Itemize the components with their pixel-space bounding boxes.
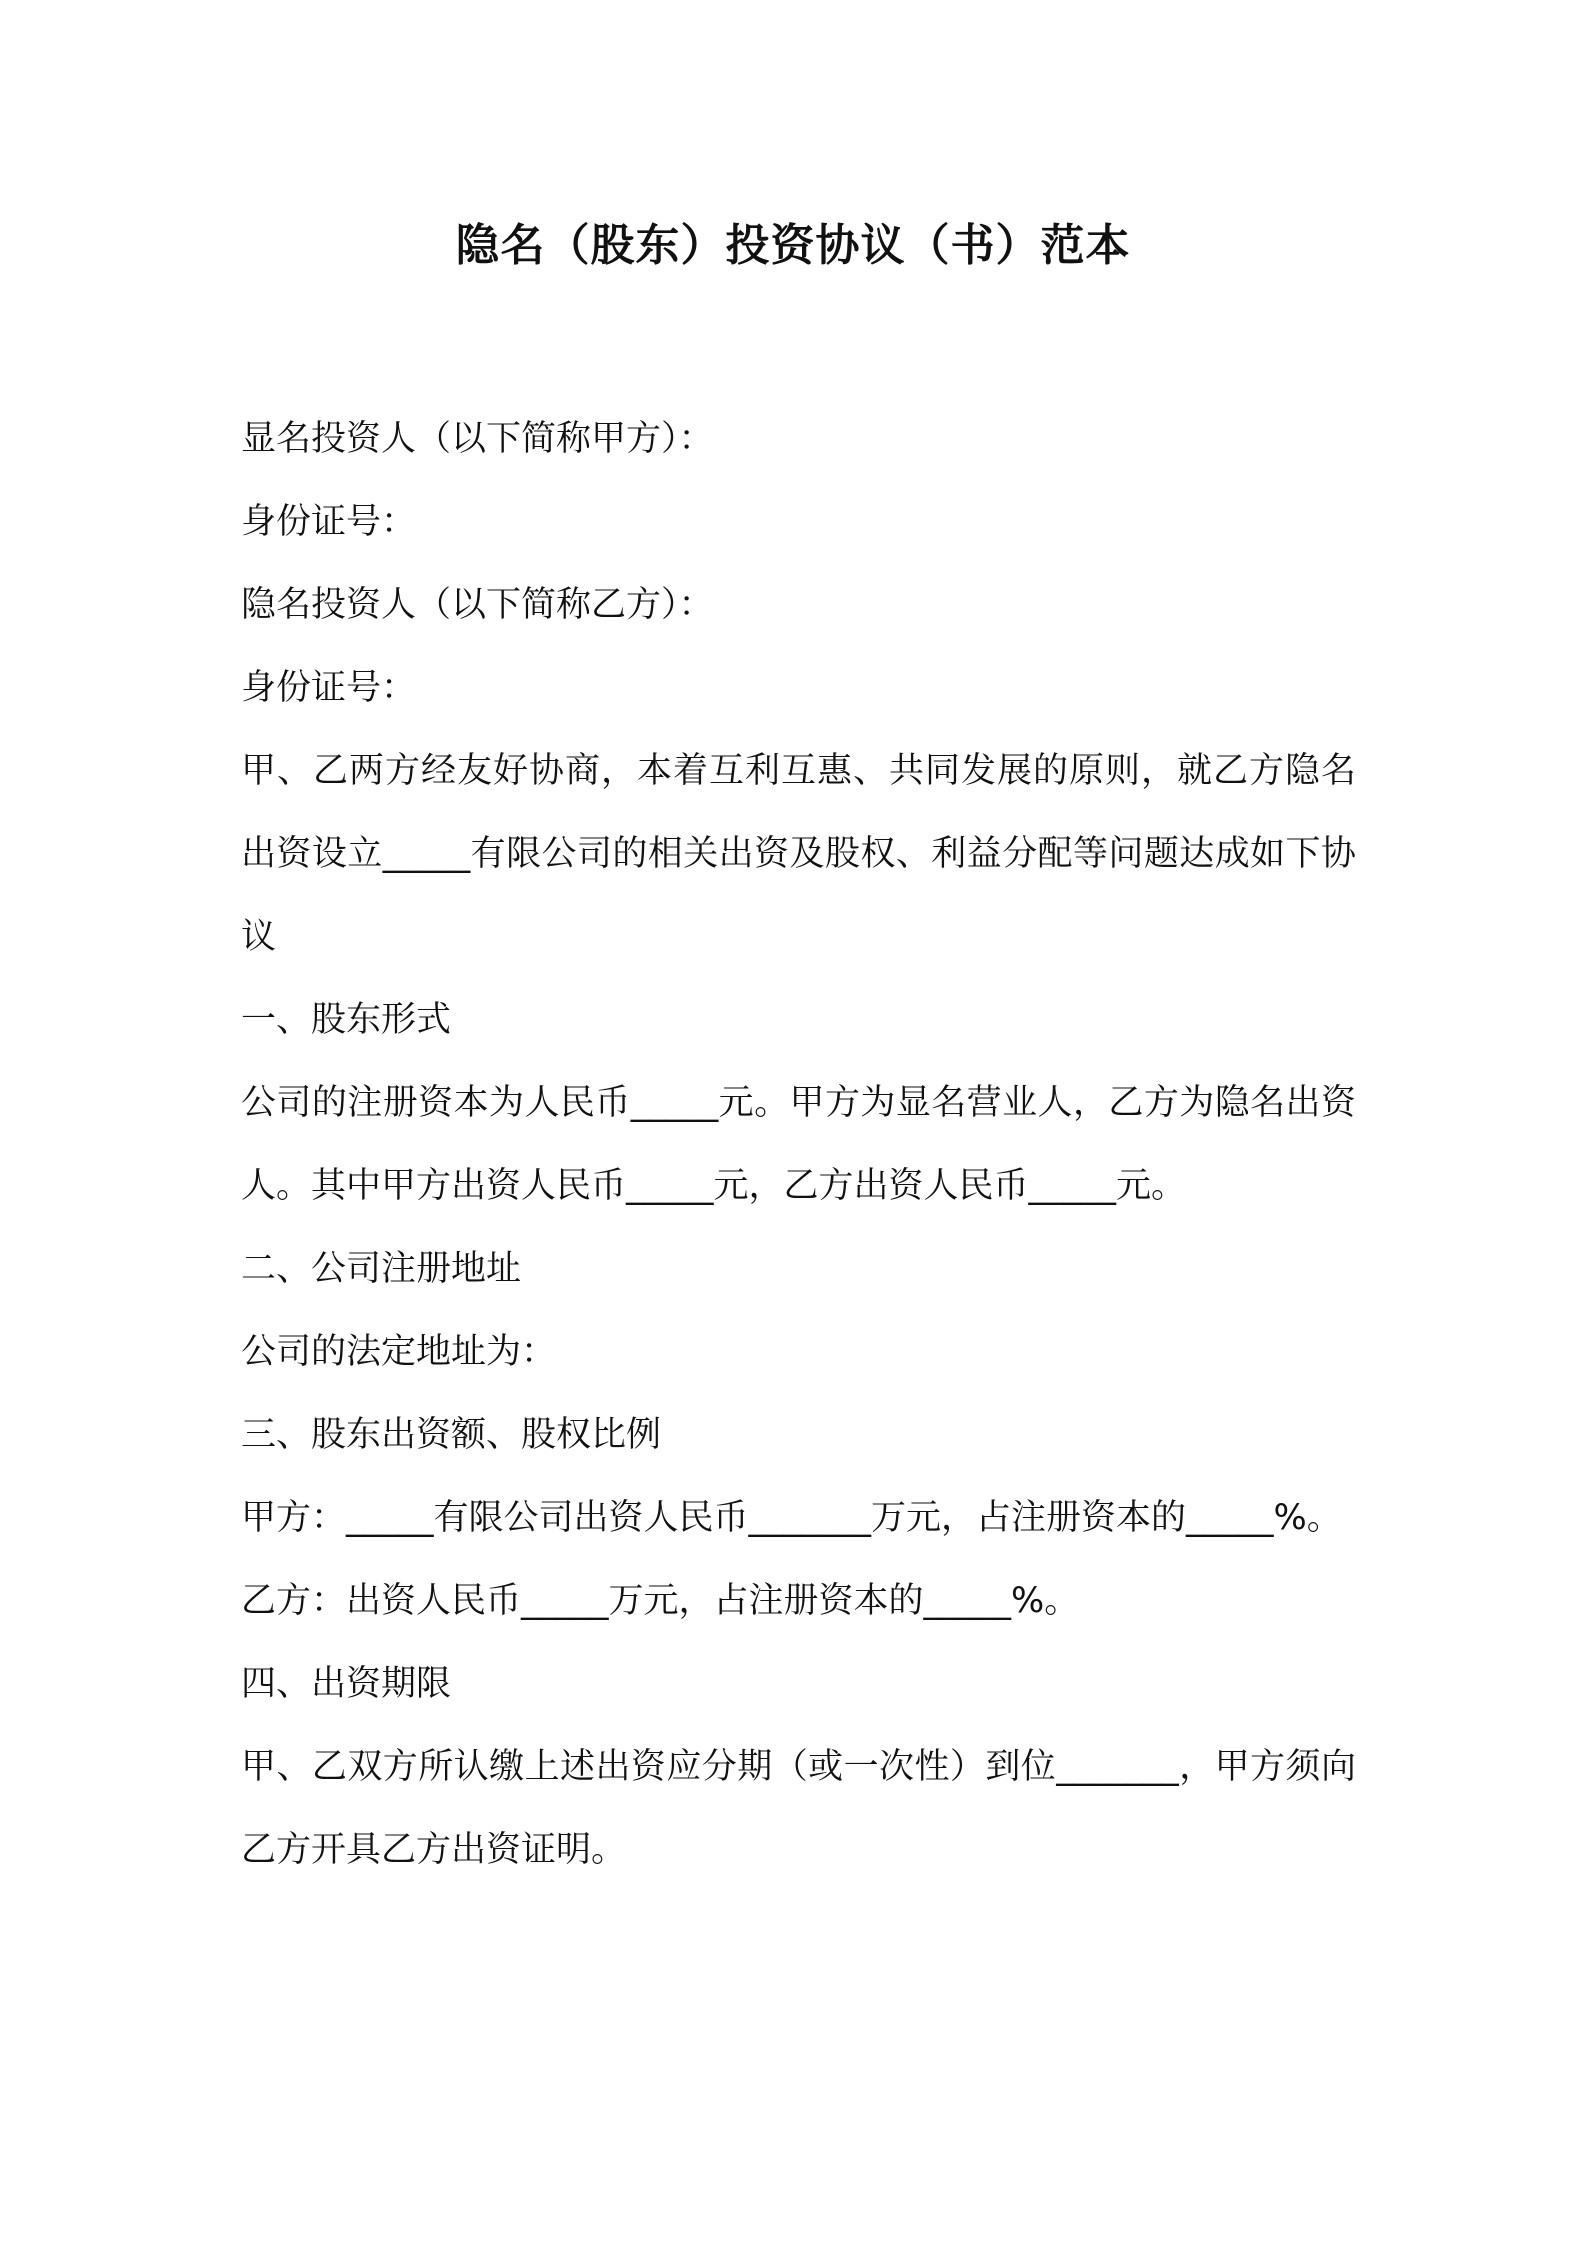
section-2-paragraph: 公司的法定地址为：: [241, 1332, 557, 1372]
section-heading-1: 一、股东形式: [241, 1000, 452, 1040]
party-a-id-line: 身份证号：: [241, 502, 417, 542]
section-1-paragraph: 公司的注册资本为人民币_____元。甲方为显名营业人，乙方为隐名出资人。其中甲方出资人民币_____元，乙方出资人民币_____元。: [241, 1083, 1356, 1206]
party-b-id-line: 身份证号：: [241, 668, 417, 708]
section-4-paragraph: 甲、乙双方所认缴上述出资应分期（或一次性）到位_______，甲方须向乙方开具乙方出资证明。: [241, 1747, 1356, 1870]
document-title: 隐名（股东）投资协议（书）范本: [455, 220, 1131, 271]
party-b-line: 隐名投资人（以下简称乙方）：: [241, 585, 714, 625]
section-heading-3: 三、股东出资额、股权比例: [241, 1415, 662, 1455]
document-body: [241, 398, 1356, 1892]
party-a-line: 显名投资人（以下简称甲方）：: [241, 419, 714, 459]
section-heading-2: 二、公司注册地址: [241, 1249, 522, 1289]
section-3-party-a: 甲方：_____有限公司出资人民币_______万元，占注册资本的_____%。: [241, 1498, 1342, 1538]
preamble-paragraph: 甲、乙两方经友好协商，本着互利互惠、共同发展的原则，就乙方隐名出资设立_____有限公司的相关出资及股权、利益分配等问题达成如下协议: [241, 751, 1356, 957]
section-heading-4: 四、出资期限: [241, 1664, 452, 1704]
section-3-party-b: 乙方：出资人民币_____万元，占注册资本的_____%。: [241, 1581, 1080, 1621]
